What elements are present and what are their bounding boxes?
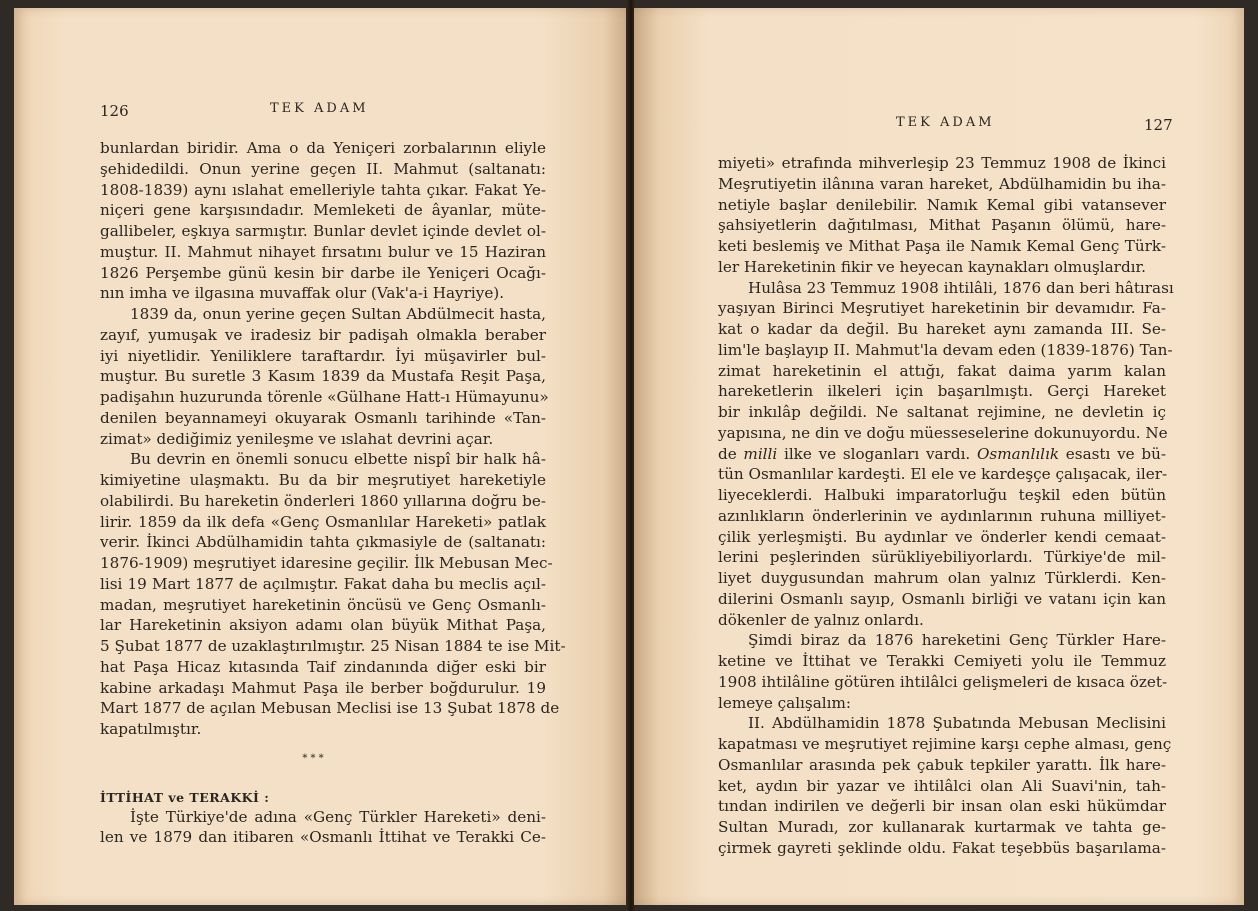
text-line: kapatması ve meşrutiyet rejimine karşı cephe alması, genç: [718, 735, 1172, 753]
text-line: yapısına, ne din ve doğu müesseselerine dokunuyordu. Ne: [718, 423, 1168, 442]
text-line: lerini peşlerinden sürükliyebiliyorlardı. Türkiye'de mil-: [718, 548, 1166, 567]
text-line: iyi niyetlidir. Yeniliklere taraftardır. İyi müşavirler bul-: [100, 346, 546, 365]
text-line: tından indirilen ve değerli bir insan olan eski hükümdar: [718, 797, 1166, 816]
section-separator-stars: * * *: [302, 752, 324, 764]
text-line: liyeceklerdi. Halbuki imparatorluğu teşkil eden bütün: [718, 486, 1166, 504]
text-line: 1826 Perşembe günü kesin bir darbe ile Yeniçeri Ocağı-: [100, 263, 546, 282]
text-line: ler Hareketinin fikir ve heyecan kaynakları olmuşlardır.: [718, 257, 1146, 276]
text-line: 1876-1909) meşrutiyet idaresine geçilir. İlk Mebusan Mec-: [100, 554, 553, 572]
page-number: 127: [1144, 116, 1173, 134]
left-page: [14, 8, 628, 905]
right-page-text: [718, 153, 1174, 859]
right-page: [634, 8, 1244, 905]
text-line: Meşrutiyetin ilânına varan hareket, Abdülhamidin bu iha-: [718, 174, 1166, 193]
text-line: tün Osmanlılar kardeşti. El ele ve kardeşçe çalışacak, iler-: [718, 465, 1168, 484]
running-head: TEK ADAM: [270, 101, 369, 116]
text-line: niçeri gene karşısındadır. Memleketi de âyanlar, müte-: [100, 201, 546, 220]
text-line: nın imha ve ilgasına muvaffak olur (Vak'a-i Hayriye).: [100, 284, 505, 303]
text-line: lisi 19 Mart 1877 de açılmıştır. Fakat daha bu meclis açıl-: [100, 574, 546, 593]
text-line: lirir. 1859 da ilk defa «Genç Osmanlılar Hareketi» patlak: [100, 512, 546, 531]
left-page-header: [14, 98, 628, 118]
text-line: lim'le başlayıp II. Mahmut'la devam eden (1839-1876) Tan-: [718, 340, 1173, 359]
text-line: bunlardan biridir. Ama o da Yeniçeri zorbalarının eliyle: [100, 139, 546, 157]
right-page-header: [634, 98, 1244, 134]
text-line: dilerini Osmanlı sayıp, Osmanlı birliği ve vatanı için kan: [718, 589, 1166, 608]
text-line: bir inkılâp değildi. Ne saltanat rejimine, ne devletin iç: [718, 403, 1166, 421]
text-line: Mart 1877 de açılan Mebusan Meclisi ise 13 Şubat 1878 de: [100, 699, 560, 718]
text-line: yaşıyan Birinci Meşrutiyet hareketinin bir devamıdır. Fa-: [718, 299, 1166, 318]
text-line: hareketlerin ilkeleri için başarılmıştı. Gerçi Hareket: [718, 382, 1166, 401]
text-line: Osmanlılar arasında pek çabuk tepkiler yarattı. İlk hare-: [718, 755, 1166, 774]
text-line: madan, meşrutiyet hareketinin öncüsü ve Genç Osmanlı-: [100, 595, 546, 614]
text-line: 1808-1839) aynı ıslahat emelleriyle tahta çıkar. Fakat Ye-: [100, 180, 546, 199]
text-line: kapatılmıştır.: [100, 720, 202, 738]
text-line: len ve 1879 dan itibaren «Osmanlı İttihat ve Terakki Ce-: [100, 828, 546, 847]
section-title: İTTİHAT ve TERAKKİ :: [100, 789, 270, 805]
text-line: zayıf, yumuşak ve iradesiz bir padişah olmakla beraber: [100, 325, 546, 344]
text-line: denilen beyannameyi okuyarak Osmanlı tarihinde «Tan-: [100, 408, 546, 427]
text-line: Bu devrin en önemli sonucu elbette nispî bir halk hâ-: [130, 450, 546, 469]
text-line: padişahın huzurunda törenle «Gülhane Hatt-ı Hümayunu»: [100, 388, 549, 406]
text-line: 1908 ihtilâline götüren ihtilâlci gelişmeleri de kısaca özet-: [718, 672, 1168, 691]
text-line: gallibeler, eşkıya sarmıştır. Bunlar devlet içinde devlet ol-: [100, 222, 546, 240]
text-line: Şimdi biraz da 1876 hareketini Genç Türkler Hare-: [748, 631, 1166, 650]
page-number: 126: [100, 102, 129, 120]
text-line: 1839 da, onun yerine geçen Sultan Abdülmecit hasta,: [130, 305, 546, 323]
text-line: dökenler de yalnız onlardı.: [718, 610, 924, 629]
text-line: liyet duygusundan mahrum olan yalnız Türklerdi. Ken-: [718, 569, 1166, 587]
text-line: çilik yerleşmişti. Bu aydınlar ve önderler kendi cemaat-: [718, 527, 1166, 546]
text-line: kimiyetine ulaşmaktı. Bu da bir meşrutiyet hareketiyle: [100, 471, 546, 489]
text-line: kabine arkadaşı Mahmut Paşa ile berber boğdurulur. 19: [100, 678, 546, 697]
text-line: Sultan Muradı, zor kullanarak kurtarmak ve tahta ge-: [718, 818, 1166, 836]
text-line: Hulâsa 23 Temmuz 1908 ihtilâli, 1876 dan beri hâtırası: [748, 278, 1174, 297]
text-line: 5 Şubat 1877 de uzaklaştırılmıştır. 25 Nisan 1884 te ise Mit-: [100, 637, 566, 655]
italic-word: Osmanlılık: [976, 444, 1060, 463]
text-line: zimat hareketinin el attığı, fakat daima yarım kalan: [718, 361, 1166, 380]
text-line: şahsiyetlerin dağıtılması, Mithat Paşanın ölümü, hare-: [718, 216, 1166, 235]
italic-word: milli: [743, 444, 778, 463]
text-line: çirmek gayreti şeklinde oldu. Fakat teşebbüs başarılama-: [718, 838, 1166, 857]
text-line: azınlıkların önderlerinin ve aydınlarının ruhuna milliyet-: [718, 506, 1166, 525]
text-line: muştur. II. Mahmut nihayet fırsatını bulur ve 15 Haziran: [100, 242, 546, 261]
text-line: muştur. Bu suretle 3 Kasım 1839 da Mustafa Reşit Paşa,: [100, 367, 546, 386]
text-line: II. Abdülhamidin 1878 Şubatında Mebusan Meclisini: [748, 714, 1166, 733]
text-line: miyeti» etrafında mihverleşip 23 Temmuz 1908 de İkinci: [718, 154, 1166, 172]
text-line: kat o kadar da değil. Bu hareket aynı zamanda III. Se-: [718, 320, 1166, 338]
text-line: hat Paşa Hicaz kıtasında Taif zindanında diğer eski bir: [100, 657, 546, 676]
text-line: netiyle başlar denilebilir. Namık Kemal gibi vatansever: [718, 195, 1166, 214]
text-line: ket, aydın bir yazar ve ihtilâlci olan Ali Suavi'nin, tah-: [718, 776, 1166, 795]
left-page-text: [100, 138, 566, 848]
text-line: keti beslemiş ve Mithat Paşa ile Namık Kemal Genç Türk-: [718, 237, 1166, 255]
text-line: lemeye çalışalım:: [718, 693, 851, 712]
text-line: zimat» dediğimiz yenileşme ve ıslahat devrini açar.: [100, 429, 494, 448]
text-line: ketine ve İttihat ve Terakki Cemiyeti yolu ile Temmuz: [718, 652, 1166, 670]
text-line: olabilirdi. Bu hareketin önderleri 1860 yıllarına doğru be-: [100, 491, 546, 510]
text-line: şehidedildi. Onun yerine geçen II. Mahmut (saltanatı:: [100, 159, 546, 178]
text-line: İşte Türkiye'de adına «Genç Türkler Hareketi» deni-: [130, 807, 546, 826]
text-line: lar Hareketinin aksiyon adamı olan büyük Mithat Paşa,: [100, 616, 546, 635]
text-line: de milli ilke ve sloganları vardı. Osmanlılık esastı ve bü-: [718, 444, 1167, 463]
running-head: TEK ADAM: [896, 115, 995, 130]
text-line: verir. İkinci Abdülhamidin tahta çıkmasiyle de (saltanatı:: [100, 533, 546, 552]
